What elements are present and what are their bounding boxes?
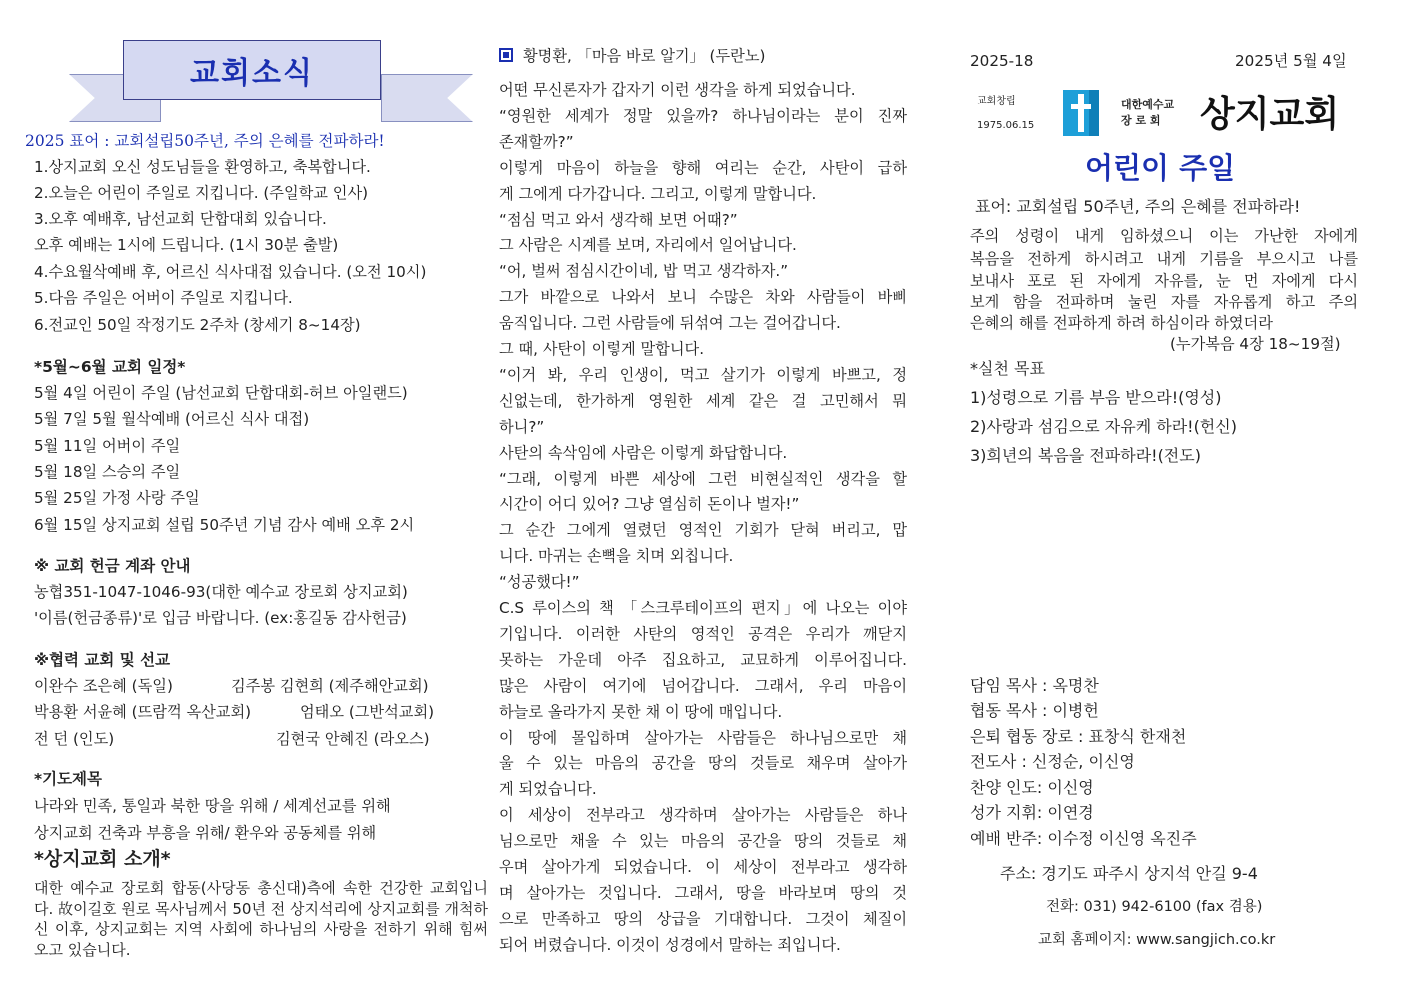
schedule-item: 5월 11일 어버이 주일 bbox=[34, 437, 181, 455]
verse-line: 보내사 포로 된 자에게 자유를, 눈 먼 자에게 다시 bbox=[970, 272, 1358, 290]
square-bullet-icon bbox=[499, 48, 513, 62]
founded-label: 교회창립 bbox=[977, 96, 1016, 107]
book-text-line: 움직입니다. 그런 사람들에 뒤섞여 그는 걸어갑니다. bbox=[499, 314, 841, 333]
verse-line: 은혜의 해를 전파하게 하려 하심이라 하였더라 bbox=[970, 314, 1273, 332]
book-text-line: 울 수 있는 마음의 공간을 땅의 것들로 채우며 살아가 bbox=[499, 754, 907, 773]
church-name: 상지교회 bbox=[1200, 94, 1340, 135]
motto-line: 2025 표어 : 교회설립50주년, 주의 은혜를 전파하라! bbox=[25, 132, 385, 150]
book-text-line: 기입니다. 이러한 사탄의 영적인 공격은 우리가 깨닫지 bbox=[499, 624, 907, 643]
book-text-line: 그 때, 사탄이 이렇게 말합니다. bbox=[499, 340, 705, 358]
news-item: 오후 예배는 1시에 드립니다. (1시 30분 출발) bbox=[34, 236, 339, 254]
church-cross-logo-icon bbox=[1063, 90, 1099, 136]
book-text-line: 존재할까?” bbox=[499, 132, 574, 151]
staff-item: 담임 목사 : 옥명찬 bbox=[970, 676, 1099, 695]
goal-item: 3)희년의 복음을 전파하라!(전도) bbox=[970, 446, 1201, 465]
prayer-line: 나라와 민족, 통일과 북한 땅을 위해 / 세계선교를 위해 bbox=[34, 797, 391, 815]
verse-line: 보게 함을 전파하며 눌린 자를 자유롭게 하고 주의 bbox=[970, 293, 1358, 311]
news-item: 1.상지교회 오신 성도님들을 환영하고, 축복합니다. bbox=[34, 158, 371, 176]
book-text-line: “어, 벌써 점심시간이네, 밥 먹고 생각하자.” bbox=[499, 262, 789, 281]
book-text-line: 게 되었습니다. bbox=[499, 780, 597, 799]
goal-item: 1)성령으로 기름 부음 받으라!(영성) bbox=[970, 388, 1222, 407]
staff-item: 예배 반주: 이수정 이신영 옥진주 bbox=[970, 829, 1197, 848]
church-news-banner bbox=[33, 40, 473, 130]
issue-number: 2025-18 bbox=[970, 52, 1034, 70]
staff-item: 은퇴 협동 장로 : 표창식 한재천 bbox=[970, 727, 1187, 746]
mission-left: 전 던 (인도) bbox=[34, 730, 115, 748]
news-item: 4.수요월삭예배 후, 어르신 식사대접 있습니다. (오전 10시) bbox=[34, 263, 427, 281]
mission-title: ※협력 교회 및 선교 bbox=[34, 651, 171, 669]
book-text-line: “그래, 이렇게 바쁜 세상에 그런 비현실적인 생각을 할 bbox=[499, 469, 907, 488]
book-text-line: 그 사람은 시계를 보며, 자리에서 일어납니다. bbox=[499, 236, 797, 255]
prayer-title: *기도제목 bbox=[34, 770, 102, 788]
goals-title: *실천 목표 bbox=[970, 359, 1045, 378]
verse-line: 주의 성령이 내게 임하셨으니 이는 가난한 자에게 bbox=[970, 227, 1358, 245]
motto-text: 표어: 교회설립 50주년, 주의 은혜를 전파하라! bbox=[975, 197, 1301, 216]
sunday-title: 어린이 주일 bbox=[1085, 151, 1236, 185]
denomination-line1: 대한예수교 bbox=[1121, 98, 1175, 111]
goal-item: 2)사랑과 섬김으로 자유케 하라!(헌신) bbox=[970, 417, 1237, 436]
book-text-line: 그가 바깥으로 나와서 보니 수많은 차와 사람들이 바삐 bbox=[499, 288, 907, 307]
book-text-line: 신없는데, 한가하게 영원한 세계 같은 걸 고민해서 뭐 bbox=[499, 391, 907, 410]
staff-item: 전도사 : 신정순, 이신영 bbox=[970, 752, 1135, 771]
mission-left: 박용환 서윤혜 (뜨람꺽 옥산교회) bbox=[34, 703, 252, 721]
staff-item: 협동 목사 : 이병헌 bbox=[970, 701, 1099, 720]
mission-right: 김현국 안혜진 (라오스) bbox=[276, 730, 430, 748]
book-text-line: “영원한 세계가 정말 있을까? 하나님이라는 분이 진짜 bbox=[499, 106, 907, 125]
book-text-line: 이 세상이 전부라고 생각하며 살아가는 사람들은 하나 bbox=[499, 806, 907, 825]
book-text-line: 하늘로 올라가지 못한 채 이 땅에 매입니다. bbox=[499, 702, 783, 721]
offering-line: 농협351-1047-1046-93(대한 예수교 장로회 상지교회) bbox=[34, 583, 408, 601]
book-text-line: 이 땅에 몰입하며 살아가는 사람들은 하나님으로만 채 bbox=[499, 728, 907, 747]
schedule-item: 5월 7일 5월 월삭예배 (어르신 식사 대접) bbox=[34, 410, 310, 428]
ribbon-right bbox=[381, 74, 473, 122]
news-item: 2.오늘은 어린이 주일로 지킵니다. (주일학교 인사) bbox=[34, 184, 369, 202]
schedule-item: 5월 4일 어린이 주일 (남선교회 단합대회-허브 아일랜드) bbox=[34, 384, 408, 402]
staff-item: 찬양 인도: 이신영 bbox=[970, 778, 1094, 797]
bulletin-date: 2025년 5월 4일 bbox=[1235, 52, 1347, 70]
book-text-line: 며 살아가는 것입니다. 그래서, 땅을 바라보며 땅의 것 bbox=[499, 883, 907, 902]
mission-left: 이완수 조은혜 (독일) bbox=[34, 677, 173, 695]
mission-right: 엄태오 (그반석교회) bbox=[300, 703, 435, 721]
book-text-line: “점심 먹고 와서 생각해 보면 어때?” bbox=[499, 210, 738, 229]
book-text-line: 그 순간 그에게 열렸던 영적인 기회가 닫혀 버리고, 맙 bbox=[499, 521, 907, 540]
book-text-line: 되어 버렸습니다. 이것이 성경에서 말하는 죄입니다. bbox=[499, 935, 841, 954]
news-item: 5.다음 주일은 어버이 주일로 지킵니다. bbox=[34, 289, 293, 307]
verse-reference: (누가복음 4장 18~19절) bbox=[1170, 335, 1341, 353]
book-text-line: 으로 만족하고 땅의 상급을 기대합니다. 그것이 체질이 bbox=[499, 909, 907, 928]
schedule-item: 6월 15일 상지교회 설립 50주년 기념 감사 예배 오후 2시 bbox=[34, 516, 415, 534]
book-text-line: 사탄의 속삭임에 사람은 이렇게 화답합니다. bbox=[499, 443, 788, 462]
book-text-line: C.S 루이스의 책 「스크루테이프의 편지」에 나오는 이야 bbox=[499, 599, 907, 617]
banner-title: 교회소식 bbox=[123, 40, 381, 100]
book-text-line: 이렇게 마음이 하늘을 향해 여리는 순간, 사탄이 급하 bbox=[499, 158, 907, 177]
denomination-line2: 장 로 회 bbox=[1121, 114, 1161, 127]
staff-item: 성가 지휘: 이연경 bbox=[970, 803, 1094, 822]
book-text-line: “성공했다!” bbox=[499, 573, 580, 592]
book-text-line: “이거 봐, 우리 인생이, 먹고 살기가 이렇게 바쁘고, 정 bbox=[499, 365, 907, 384]
offering-title: ※ 교회 헌금 계좌 안내 bbox=[34, 557, 191, 575]
news-item: 3.오후 예배후, 남선교회 단합대회 있습니다. bbox=[34, 210, 327, 228]
verse-line: 복음을 전하게 하시려고 내게 기름을 부으시고 나를 bbox=[970, 250, 1358, 268]
news-item: 6.전교인 50일 작정기도 2주차 (창세기 8~14장) bbox=[34, 316, 361, 334]
homepage-link[interactable]: 교회 홈페이지: www.sangjich.co.kr bbox=[1038, 932, 1276, 948]
mission-right: 김주봉 김현희 (제주해안교회) bbox=[231, 677, 429, 695]
book-text-line: 많은 사람이 여기에 넘어갑니다. 그래서, 우리 마음이 bbox=[499, 676, 907, 695]
book-text-line: 못하는 가운데 아주 집요하고, 교묘하게 이루어집니다. bbox=[499, 650, 907, 669]
book-text-line: 게 그에게 다가갑니다. 그리고, 이렇게 말합니다. bbox=[499, 184, 817, 203]
phone: 전화: 031) 942-6100 (fax 겸용) bbox=[1046, 899, 1263, 915]
prayer-line: 상지교회 건축과 부흥을 위해/ 환우와 공동체를 위해 bbox=[34, 824, 377, 842]
schedule-title: *5월~6월 교회 일정* bbox=[34, 358, 186, 376]
book-text-line: 하니?” bbox=[499, 417, 545, 436]
book-text-line: 님으로만 채울 수 있는 마음의 공간을 땅의 것들로 채 bbox=[499, 832, 907, 851]
book-text-line: 니다. 마귀는 손뼉을 치며 외칩니다. bbox=[499, 547, 734, 566]
founded-date: 1975.06.15 bbox=[977, 120, 1035, 131]
book-title: 황명환, 「마음 바로 알기」 (두란노) bbox=[523, 47, 766, 65]
offering-line: '이름(헌금종류)'로 입금 바랍니다. (ex:홍길동 감사헌금) bbox=[34, 609, 407, 627]
intro-text: 대한 예수교 장로회 합동(사당동 총신대)측에 속한 건강한 교회입니다. 故이길호 원로 목사님께서 50년 전 상지석리에 상지교회를 개척하신 이후, 상지교회는 지역 사회에 하나님의 사랑을 전하기 위해 힘써 오고 있습니다. bbox=[34, 879, 488, 959]
book-text-line: 어떤 무신론자가 갑자기 이런 생각을 하게 되었습니다. bbox=[499, 81, 856, 99]
intro-title: *상지교회 소개* bbox=[34, 848, 171, 870]
schedule-item: 5월 25일 가정 사랑 주일 bbox=[34, 489, 200, 507]
book-heading bbox=[499, 46, 907, 66]
book-text-line: 시간이 어디 있어? 그냥 열심히 돈이나 벌자!” bbox=[499, 495, 800, 514]
book-text-line: 우며 살아가게 되었습니다. 이 세상이 전부라고 생각하 bbox=[499, 858, 907, 876]
schedule-item: 5월 18일 스승의 주일 bbox=[34, 463, 181, 481]
address: 주소: 경기도 파주시 상지석 안길 9-4 bbox=[1000, 864, 1258, 883]
